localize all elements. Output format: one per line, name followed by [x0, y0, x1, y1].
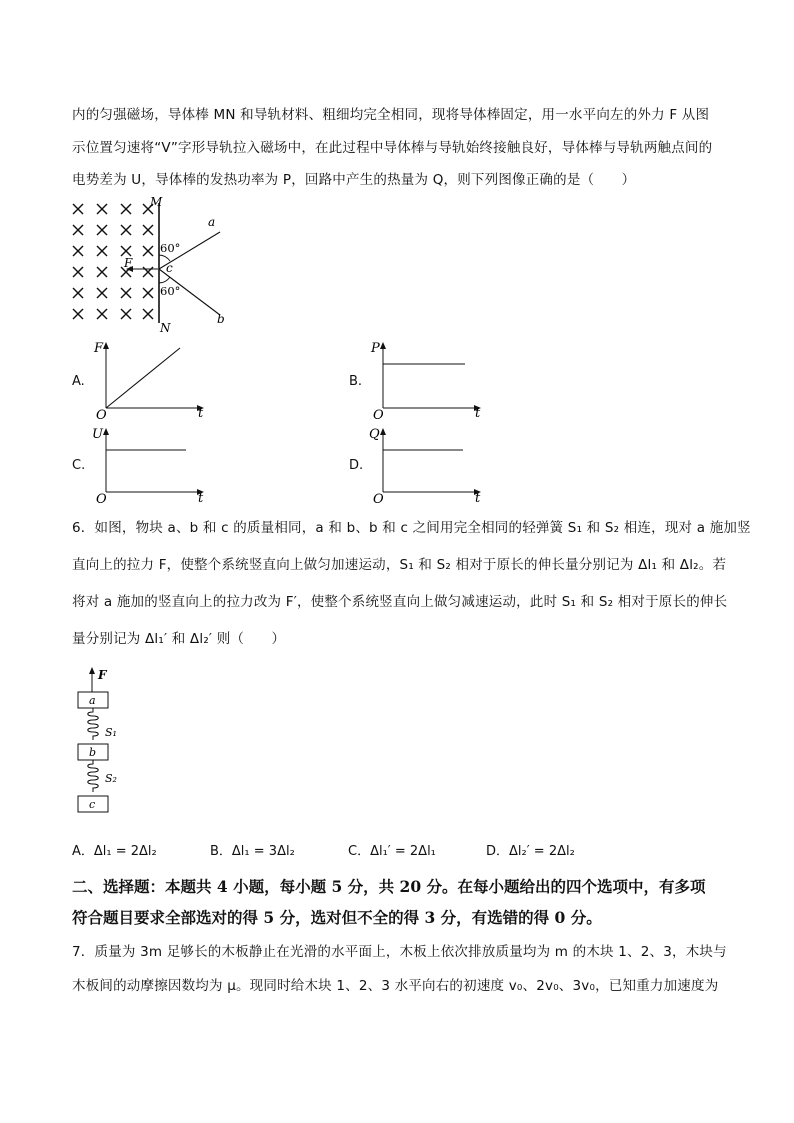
field-cross [97, 267, 107, 277]
magnetic-field-crosses [73, 204, 153, 319]
field-cross [121, 225, 131, 235]
q7-text-line-2: 木板间的动摩擦因数均为 μ。现同时给木块 1、2、3 水平向右的初速度 v₀、2v₀、3v₀，已知重力加速度为 [72, 978, 719, 994]
option-d-graph[interactable] [367, 424, 492, 506]
spring-s2 [88, 760, 99, 792]
label-c: c [166, 261, 173, 275]
label-N: N [160, 321, 171, 335]
option-c-graph[interactable] [90, 424, 215, 506]
field-cross [143, 309, 153, 319]
q6-option-d[interactable]: D．Δl₂′ = 2Δl₂ [486, 844, 575, 859]
field-cross [73, 246, 83, 256]
section-2-heading-line-1: 二、选择题：本题共 4 小题，每小题 5 分，共 20 分。在每小题给出的四个选项中，有多项 [72, 877, 706, 896]
option-d-letter[interactable]: D. [349, 458, 364, 473]
graph-b-ylabel: P [371, 341, 380, 356]
graph-a-xlabel: t [198, 406, 204, 420]
graph-d-ylabel: Q [369, 427, 380, 442]
label-b: b [217, 312, 225, 326]
field-cross [97, 204, 107, 214]
option-b-graph[interactable] [367, 338, 492, 420]
field-cross [73, 288, 83, 298]
svg-text:b: b [89, 746, 97, 759]
graph-d-xlabel: t [475, 491, 481, 506]
graph-c-xlabel: t [198, 491, 204, 506]
q5-field-figure [68, 195, 238, 335]
label-angle-upper: 60° [160, 241, 181, 255]
angle-arc-lower [159, 277, 170, 283]
option-a-letter[interactable]: A. [72, 374, 85, 389]
pull-force-arrowhead [89, 667, 95, 674]
label-s1: S₁ [105, 726, 117, 739]
q5-text-line-1: 内的匀强磁场，导体棒 MN 和导轨材料、粗细均完全相同，现将导体棒固定，用一水平向左的外力 F 从图 [72, 107, 710, 123]
field-cross [73, 267, 83, 277]
q5-text-line-2: 示位置匀速将“V”字形导轨拉入磁场中，在此过程中导体棒与导轨始终接触良好，导体棒与导轨两触点间的 [72, 140, 713, 156]
field-cross [143, 288, 153, 298]
field-cross [121, 246, 131, 256]
option-b-letter[interactable]: B. [349, 374, 363, 389]
q7-text-line-1: 7．质量为 3m 足够长的木板静止在光滑的水平面上，木板上依次排放质量均为 m 的木块 1、2、3，木块与 [72, 944, 727, 960]
field-cross [73, 309, 83, 319]
q6-text-line-4: 量分别记为 Δl₁′ 和 Δl₂′ 则（ ） [72, 631, 286, 647]
q6-option-c[interactable]: C．Δl₁′ = 2Δl₁ [348, 844, 436, 859]
graph-a-curve [106, 348, 180, 408]
label-a: a [208, 215, 216, 229]
graph-a-origin: O [96, 408, 107, 420]
field-cross [121, 204, 131, 214]
svg-text:a: a [89, 694, 96, 707]
q6-spring-figure [74, 664, 144, 818]
label-s2: S₂ [105, 772, 117, 785]
q6-text-line-3: 将对 a 施加的竖直向上的拉力改为 F′，使整个系统竖直向上做匀减速运动，此时 S₁ 和 S₂ 相对于原长的伸长 [72, 594, 728, 610]
graph-d-origin: O [373, 492, 384, 506]
field-cross [73, 225, 83, 235]
label-M: M [150, 195, 163, 209]
option-a-graph[interactable] [90, 338, 215, 420]
svg-text:c: c [89, 798, 96, 811]
graph-c-origin: O [96, 492, 107, 506]
q6-text-line-2: 直向上的拉力 F，使整个系统竖直向上做匀加速运动，S₁ 和 S₂ 相对于原长的伸长量分别记为 Δl₁ 和 Δl₂。若 [72, 557, 727, 573]
field-cross [143, 246, 153, 256]
graph-c-ylabel: U [92, 427, 103, 442]
q6-text-line-1: 6．如图，物块 a、b 和 c 的质量相同，a 和 b、b 和 c 之间用完全相同的轻弹簧 S₁ 和 S₂ 相连，现对 a 施加竖 [72, 520, 751, 536]
field-cross [97, 309, 107, 319]
graph-b-origin: O [373, 408, 384, 420]
graph-a-ylabel: F [94, 341, 104, 356]
label-F: F [124, 256, 133, 270]
field-cross [143, 225, 153, 235]
field-cross [73, 204, 83, 214]
q6-option-a[interactable]: A．Δl₁ = 2Δl₂ [72, 844, 157, 859]
field-cross [121, 309, 131, 319]
spring-s1 [88, 708, 99, 740]
graph-b-xlabel: t [475, 406, 481, 420]
label-force-F: F [98, 668, 107, 682]
field-cross [97, 225, 107, 235]
label-angle-lower: 60° [160, 284, 181, 298]
field-cross [121, 288, 131, 298]
section-2-heading-line-2: 符合题目要求全部选对的得 5 分，选对但不全的得 3 分，有选错的得 0 分。 [72, 908, 602, 927]
field-cross [97, 246, 107, 256]
q6-option-b[interactable]: B．Δl₁ = 3Δl₂ [210, 844, 295, 859]
field-cross [97, 288, 107, 298]
option-c-letter[interactable]: C. [72, 458, 86, 473]
q5-text-line-3: 电势差为 U，导体棒的发热功率为 P，回路中产生的热量为 Q，则下列图像正确的是（ ） [72, 172, 636, 188]
